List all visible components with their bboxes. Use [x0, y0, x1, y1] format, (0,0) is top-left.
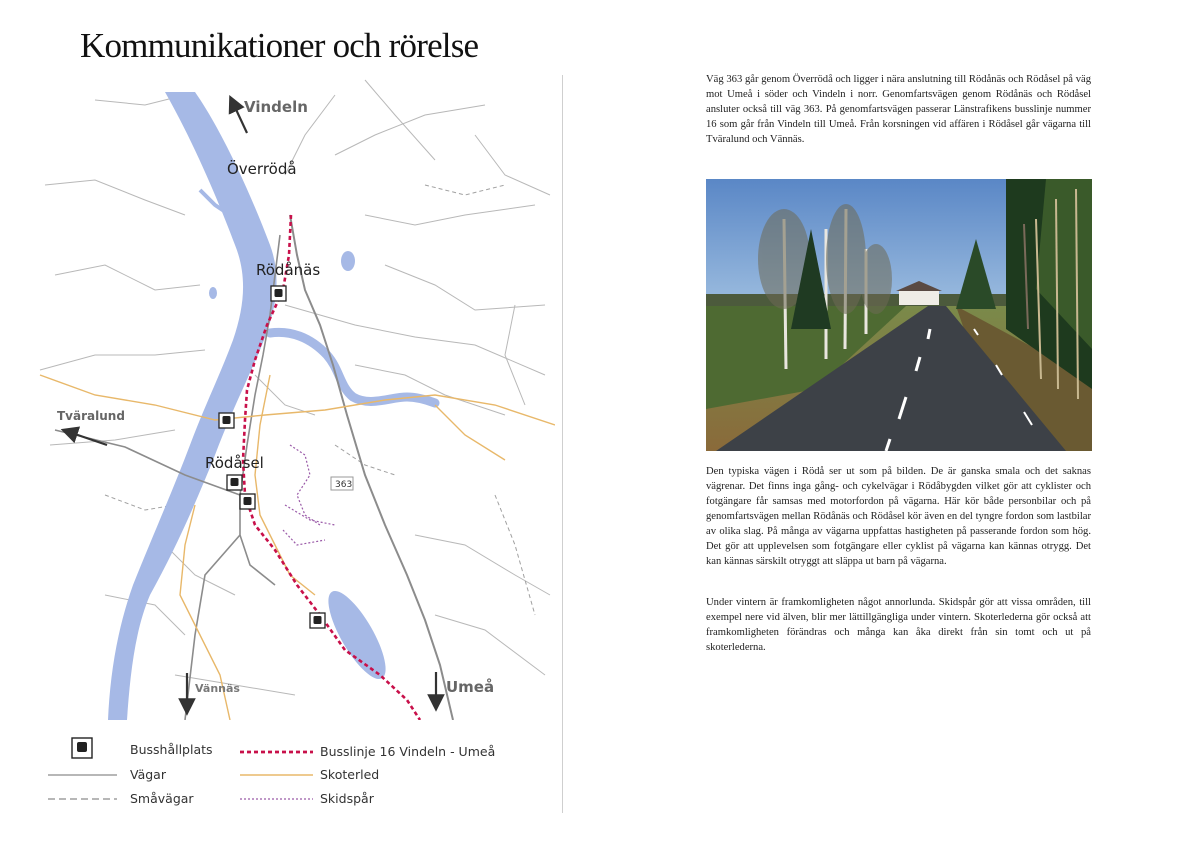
legend-ski-track: Skidspår — [320, 791, 374, 806]
tributary — [270, 332, 435, 403]
river — [108, 92, 277, 720]
place-label-rodasel: Rödåsel — [205, 454, 264, 472]
ski-tracks — [283, 445, 335, 545]
intro-paragraph: Väg 363 går genom Överrödå och ligger i nära anslutning till Rödånäs och Rödåsel på väg mot Umeå i söder och Vindeln i norr. Genomfartsvägen genom Rödånäs och Rödåsel ansluter också till väg 363. På genomfartsvägen passerar Länstrafikens busslinje nummer 16 som går från Vindeln till Umeå. Från korsningen vid affären i Rödåsel går vägarna till Tväralund och Vännäs. — [706, 74, 1091, 145]
lake — [318, 584, 396, 687]
bus-stop-icon — [271, 286, 286, 301]
pond — [341, 251, 355, 271]
legend-bus-line: Busslinje 16 Vindeln - Umeå — [320, 744, 496, 759]
page-divider — [562, 75, 563, 813]
legend-small-roads: Småvägar — [130, 791, 194, 806]
legend-roads: Vägar — [130, 767, 166, 782]
map-legend — [40, 730, 500, 815]
area-map — [35, 75, 555, 720]
road-photo — [706, 179, 1092, 451]
pond — [235, 208, 243, 222]
legend-bus-stop: Busshållplats — [130, 742, 213, 757]
place-label-vindeln: Vindeln — [244, 98, 308, 116]
place-label-umea: Umeå — [446, 678, 495, 696]
legend-snowmobile-trail: Skoterled — [320, 767, 380, 782]
winter-paragraph: Under vintern är framkomligheten något annorlunda. Skidspår gör att vissa områden, till exempel nere vid älven, blir mer lättillgängliga under vintern. Skoterlederna gör också att framkomligheten förändras och många kan åka direkt från sin tomt och ut på skoterlederna. — [706, 597, 1091, 653]
road-description-paragraph: Den typiska vägen i Rödå ser ut som på bilden. De är ganska smala och det saknas vägrenar. Det finns inga gång- och cykelvägar i Rödåbygden vilket gör att cyklister och fotgängare får samsas med motorfordon på vägarna. Här kör både personbilar och på genomfartsvägen mellan Rödånäs och Rödåsel kör även en del tyngre fordon som lastbilar av olika slag. På många av vägarna uppfattas hastigheten på passerande fordon som hög. Det gör att upplevelsen som fotgängare eller cyklist på vägarna kan kännas otrygg. Det kan kännas särskilt otryggt att släppa ut barn på vägarna. — [706, 466, 1091, 567]
place-label-rodanas: Rödånäs — [256, 261, 321, 279]
bus-stop-icon — [240, 494, 255, 509]
bus-stop-icon — [310, 613, 325, 628]
pond — [209, 287, 217, 299]
place-label-vannas: Vännäs — [195, 682, 240, 695]
place-label-tvaralund: Tväralund — [57, 409, 125, 423]
bus-stop-icon — [219, 413, 234, 428]
road-number: 363 — [335, 480, 353, 490]
bus-stop-icon — [72, 738, 92, 758]
place-label-overroda: Överrödå — [227, 160, 297, 178]
page-title: Kommunikationer och rörelse — [80, 26, 479, 65]
bus-stop-icon — [227, 475, 242, 490]
